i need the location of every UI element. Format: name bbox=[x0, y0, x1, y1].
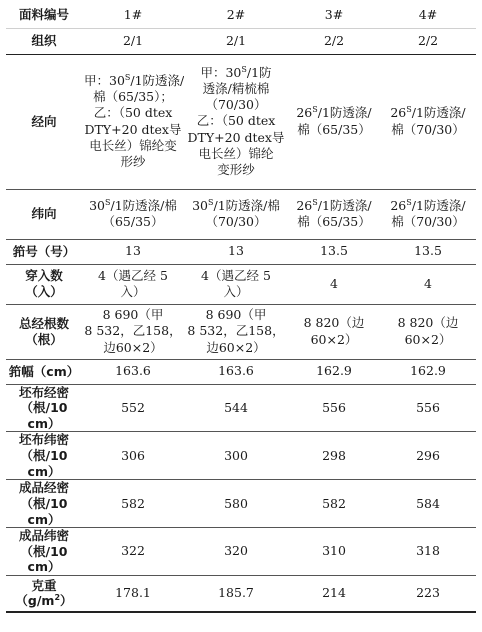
cell-reed-width-3: 162.9 bbox=[288, 359, 380, 384]
cell-finished-warp-density-1: 582 bbox=[82, 480, 184, 528]
cell-weft-4: $26^S/1$防透涤/ 棉（70/30） bbox=[380, 189, 476, 239]
col-header-3: 3# bbox=[288, 3, 380, 28]
col-header-1: 1# bbox=[82, 3, 184, 28]
col-header-2: 2# bbox=[184, 3, 288, 28]
cell-reed-number-4: 13.5 bbox=[380, 239, 476, 264]
cell-dents-1: 4（遇乙经 5 入） bbox=[82, 264, 184, 304]
cell-grey-warp-density-2: 544 bbox=[184, 384, 288, 432]
cell-weight-4: 223 bbox=[380, 576, 476, 612]
row-finished-weft-density bbox=[6, 528, 476, 576]
cell-reed-width-2: 163.6 bbox=[184, 359, 288, 384]
cell-finished-weft-density-4: 318 bbox=[380, 528, 476, 576]
cell-grey-weft-density-2: 300 bbox=[184, 432, 288, 480]
row-label-weft: 纬向 bbox=[6, 189, 82, 239]
cell-warp-1: 甲：$30^S/1$防透涤/ 棉（65/35）； 乙：（50 dtex DTY+20 dtex导 电长丝）锦纶变 形纱 bbox=[82, 54, 184, 189]
cell-dents-4: 4 bbox=[380, 264, 476, 304]
row-label-finished-warp-density: 成品经密 （根/10 cm） bbox=[6, 480, 82, 528]
cell-weight-1: 178.1 bbox=[82, 576, 184, 612]
cell-reed-number-3: 13.5 bbox=[288, 239, 380, 264]
row-label-reed-number: 筘号（号） bbox=[6, 239, 82, 264]
row-label-finished-weft-density: 成品纬密 （根/10 cm） bbox=[6, 528, 82, 576]
cell-weight-3: 214 bbox=[288, 576, 380, 612]
cell-finished-warp-density-4: 584 bbox=[380, 480, 476, 528]
cell-total-ends-4: 8 820（边 60×2） bbox=[380, 304, 476, 359]
cell-warp-4: $26^S/1$防透涤/ 棉（70/30） bbox=[380, 54, 476, 189]
row-total-ends bbox=[6, 304, 476, 359]
row-label-weight: 克重 $(g/m^2)$ bbox=[6, 576, 82, 612]
cell-reed-number-2: 13 bbox=[184, 239, 288, 264]
cell-finished-weft-density-3: 310 bbox=[288, 528, 380, 576]
row-warp bbox=[6, 54, 476, 189]
row-reed-width bbox=[6, 359, 476, 384]
row-label-reed-width: 筘幅（cm） bbox=[6, 359, 82, 384]
cell-weave-3: 2/2 bbox=[288, 28, 380, 54]
cell-grey-warp-density-3: 556 bbox=[288, 384, 380, 432]
cell-reed-number-1: 13 bbox=[82, 239, 184, 264]
row-finished-warp-density bbox=[6, 480, 476, 528]
row-label-grey-weft-density: 坯布纬密 （根/10 cm） bbox=[6, 432, 82, 480]
row-grey-weft-density bbox=[6, 432, 476, 480]
row-reed-number bbox=[6, 239, 476, 264]
row-label-warp: 经向 bbox=[6, 54, 82, 189]
cell-finished-warp-density-2: 580 bbox=[184, 480, 288, 528]
cell-weft-3: $26^S/1$防透涤/ 棉（65/35） bbox=[288, 189, 380, 239]
cell-dents-2: 4（遇乙经 5 入） bbox=[184, 264, 288, 304]
cell-weft-2: $30^S/1$防透涤/棉 （70/30） bbox=[184, 189, 288, 239]
row-label-weave: 组织 bbox=[6, 28, 82, 54]
row-weight bbox=[6, 576, 476, 612]
cell-reed-width-1: 163.6 bbox=[82, 359, 184, 384]
cell-warp-3: $26^S/1$防透涤/ 棉（65/35） bbox=[288, 54, 380, 189]
header-label: 面料编号 bbox=[6, 3, 82, 28]
cell-finished-weft-density-1: 322 bbox=[82, 528, 184, 576]
row-grey-warp-density bbox=[6, 384, 476, 432]
cell-total-ends-3: 8 820（边 60×2） bbox=[288, 304, 380, 359]
cell-weight-2: 185.7 bbox=[184, 576, 288, 612]
cell-total-ends-1: 8 690（甲 8 532，乙158， 边60×2） bbox=[82, 304, 184, 359]
row-label-total-ends: 总经根数 （根） bbox=[6, 304, 82, 359]
fabric-spec-table bbox=[6, 3, 476, 613]
cell-grey-weft-density-3: 298 bbox=[288, 432, 380, 480]
cell-grey-warp-density-4: 556 bbox=[380, 384, 476, 432]
cell-weft-1: $30^S/1$防透涤/棉 （65/35） bbox=[82, 189, 184, 239]
cell-warp-2: 甲：$30^S/1$防 透涤/精梳棉 （70/30） 乙：（50 dtex DTY+20 dtex导 电长丝）锦纶 变形纱 bbox=[184, 54, 288, 189]
row-weave bbox=[6, 28, 476, 54]
row-weft bbox=[6, 189, 476, 239]
cell-weave-4: 2/2 bbox=[380, 28, 476, 54]
cell-reed-width-4: 162.9 bbox=[380, 359, 476, 384]
col-header-4: 4# bbox=[380, 3, 476, 28]
cell-dents-3: 4 bbox=[288, 264, 380, 304]
cell-grey-weft-density-4: 296 bbox=[380, 432, 476, 480]
header-row bbox=[6, 3, 476, 28]
row-label-grey-warp-density: 坯布经密 （根/10 cm） bbox=[6, 384, 82, 432]
row-dents bbox=[6, 264, 476, 304]
cell-total-ends-2: 8 690（甲 8 532，乙158， 边60×2） bbox=[184, 304, 288, 359]
table-body bbox=[6, 3, 476, 612]
cell-finished-weft-density-2: 320 bbox=[184, 528, 288, 576]
cell-finished-warp-density-3: 582 bbox=[288, 480, 380, 528]
cell-grey-weft-density-1: 306 bbox=[82, 432, 184, 480]
cell-grey-warp-density-1: 552 bbox=[82, 384, 184, 432]
row-label-dents: 穿入数 （入） bbox=[6, 264, 82, 304]
cell-weave-2: 2/1 bbox=[184, 28, 288, 54]
cell-weave-1: 2/1 bbox=[82, 28, 184, 54]
